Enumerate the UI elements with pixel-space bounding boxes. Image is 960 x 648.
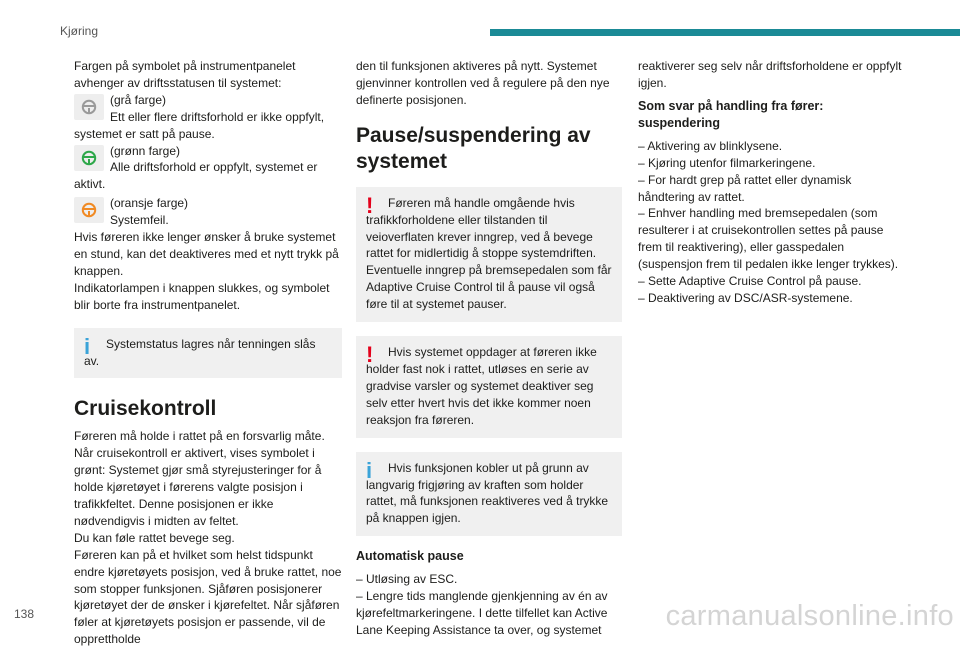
exclamation-icon: ! — [366, 342, 374, 368]
steering-wheel-icon — [74, 94, 104, 120]
cruise-body-2: Du kan føle rattet bevege seg. — [74, 530, 235, 545]
steering-wheel-icon — [74, 197, 104, 223]
info-box — [74, 328, 342, 379]
symbol-row-orange — [74, 195, 342, 229]
info-icon: i — [84, 333, 91, 359]
steering-wheel-icon — [74, 145, 104, 171]
symbol-orange-label: (oransje farge) — [110, 196, 189, 211]
header-accent-bar — [490, 29, 960, 36]
list-item: – Sette Adaptive Cruise Control på pause. — [638, 274, 862, 289]
continuation-text: den til funksjonen aktiveres på nytt. Systemet gjenvinner kontrollen ved å regulere på den nye definerte posisjonen. — [356, 59, 610, 107]
list-item: – Lengre tids manglende gjenkjenning av én av kjørefeltmarkeringene. I dette tilfellet kan Active Lane Keeping Assistance ta over, og systemet — [356, 589, 608, 637]
subheading-driver-action: Som svar på handling fra fører: suspendering — [638, 98, 824, 130]
heading-cruise-control: Cruisekontroll — [74, 397, 217, 421]
list-item: – Enhver handling med bremsepedalen (som resulterer i at cruisekontrollen settes på pause frem til reaktivering), eller gasspedalen (suspensjon frem til pedalen ikke lenger trykkes). — [638, 206, 899, 272]
info-box — [356, 452, 622, 537]
symbol-row-grey — [74, 92, 342, 126]
list-item: – Utløsing av ESC. — [356, 572, 458, 587]
symbol-grey-line2: systemet er satt på pause. — [74, 126, 215, 141]
page-number: 138 — [14, 607, 35, 621]
symbol-green-line2: aktivt. — [74, 177, 106, 192]
list-item: – Deaktivering av DSC/ASR-systemene. — [638, 290, 853, 305]
info-icon: i — [366, 457, 373, 483]
warning-box-2 — [356, 336, 622, 438]
watermark: carmanualsonline.info — [665, 600, 954, 632]
list-item: – Aktivering av blinklysene. — [638, 138, 783, 153]
symbol-row-green — [74, 143, 342, 177]
info-box-text: Systemstatus lagres når tenningen slås av. — [84, 336, 316, 368]
indicator-paragraph: Indikatorlampen i knappen slukkes, og symbolet blir borte fra instrumentpanelet. — [74, 280, 330, 312]
column-1 — [74, 58, 342, 648]
continuation-text: reaktiverer seg selv når driftsforholdene er oppfylt igjen. — [638, 59, 902, 90]
warning-2-text: Hvis systemet oppdager at føreren ikke holder fast nok i rattet, utløses en serie av gradvise varsler og systemet deaktiver seg selv etter hvert hvis det ikke kommer noen reaksjon fra føreren. — [366, 345, 597, 427]
symbol-grey-label: (grå farge) — [110, 92, 167, 107]
symbol-orange-line1: Systemfeil. — [110, 213, 169, 228]
list-item: – Kjøring utenfor filmarkeringene. — [638, 155, 816, 170]
info-text: Hvis funksjonen kobler ut på grunn av langvarig frigjøring av kraften som holder rattet, må funksjonen reaktiveres ved å trykke på knappen igjen. — [366, 460, 609, 526]
symbol-grey-line1: Ett eller flere driftsforhold er ikke oppfylt, — [110, 109, 325, 124]
warning-box-1 — [356, 187, 622, 322]
symbol-green-label: (grønn farge) — [110, 143, 181, 158]
list-item: – For hardt grep på rattet eller dynamisk håndtering av rattet. — [638, 172, 852, 204]
heading-pause: Pause/suspendering av systemet — [356, 123, 591, 173]
exclamation-icon: ! — [366, 192, 374, 218]
warning-1-text: Føreren må handle omgående hvis trafikkforholdene eller tilstanden til veioverflaten krever inngrep, ved å bevege rattet for midlertidig å stoppe systemdriften. Eventuelle inngrep på bremsepedalen som får Adaptive Cruise Control til å pause vil også føre til at systemet pauser. — [366, 195, 612, 312]
subheading-automatic-pause: Automatisk pause — [356, 549, 464, 564]
section-title: Kjøring — [60, 24, 99, 38]
column-3 — [638, 58, 904, 307]
cruise-body-1: Føreren må holde i rattet på en forsvarlig måte. Når cruisekontroll er aktivert, vises symbolet i grønt: Systemet gjør små styrejusteringer for å holde kjøretøyet i førerens valgte posisjon i trafikkfeltet. Denne posisjonen er ikke nødvendigvis i midten av feltet. — [74, 429, 325, 528]
symbol-intro: Fargen på symbolet på instrumentpanelet avhenger av driftsstatusen til systemet: — [74, 59, 296, 90]
cruise-body-3: Føreren kan på et hvilket som helst tidspunkt endre kjøretøyets posisjon, ved å bruke rattet, noe som stopper funksjonen. Sjåføren posisjonerer kjøretøyet der de ønsker i kjørefeltet. Når sjåføren føler at kjøretøyets posisjon er passende, vil de opprettholde — [74, 547, 342, 647]
deactivate-paragraph: Hvis føreren ikke lenger ønsker å bruke systemet en stund, kan det deaktiveres med et nytt trykk på knappen. — [74, 230, 339, 278]
symbol-green-line1: Alle driftsforhold er oppfylt, systemet er — [110, 160, 318, 175]
column-2 — [356, 58, 622, 639]
